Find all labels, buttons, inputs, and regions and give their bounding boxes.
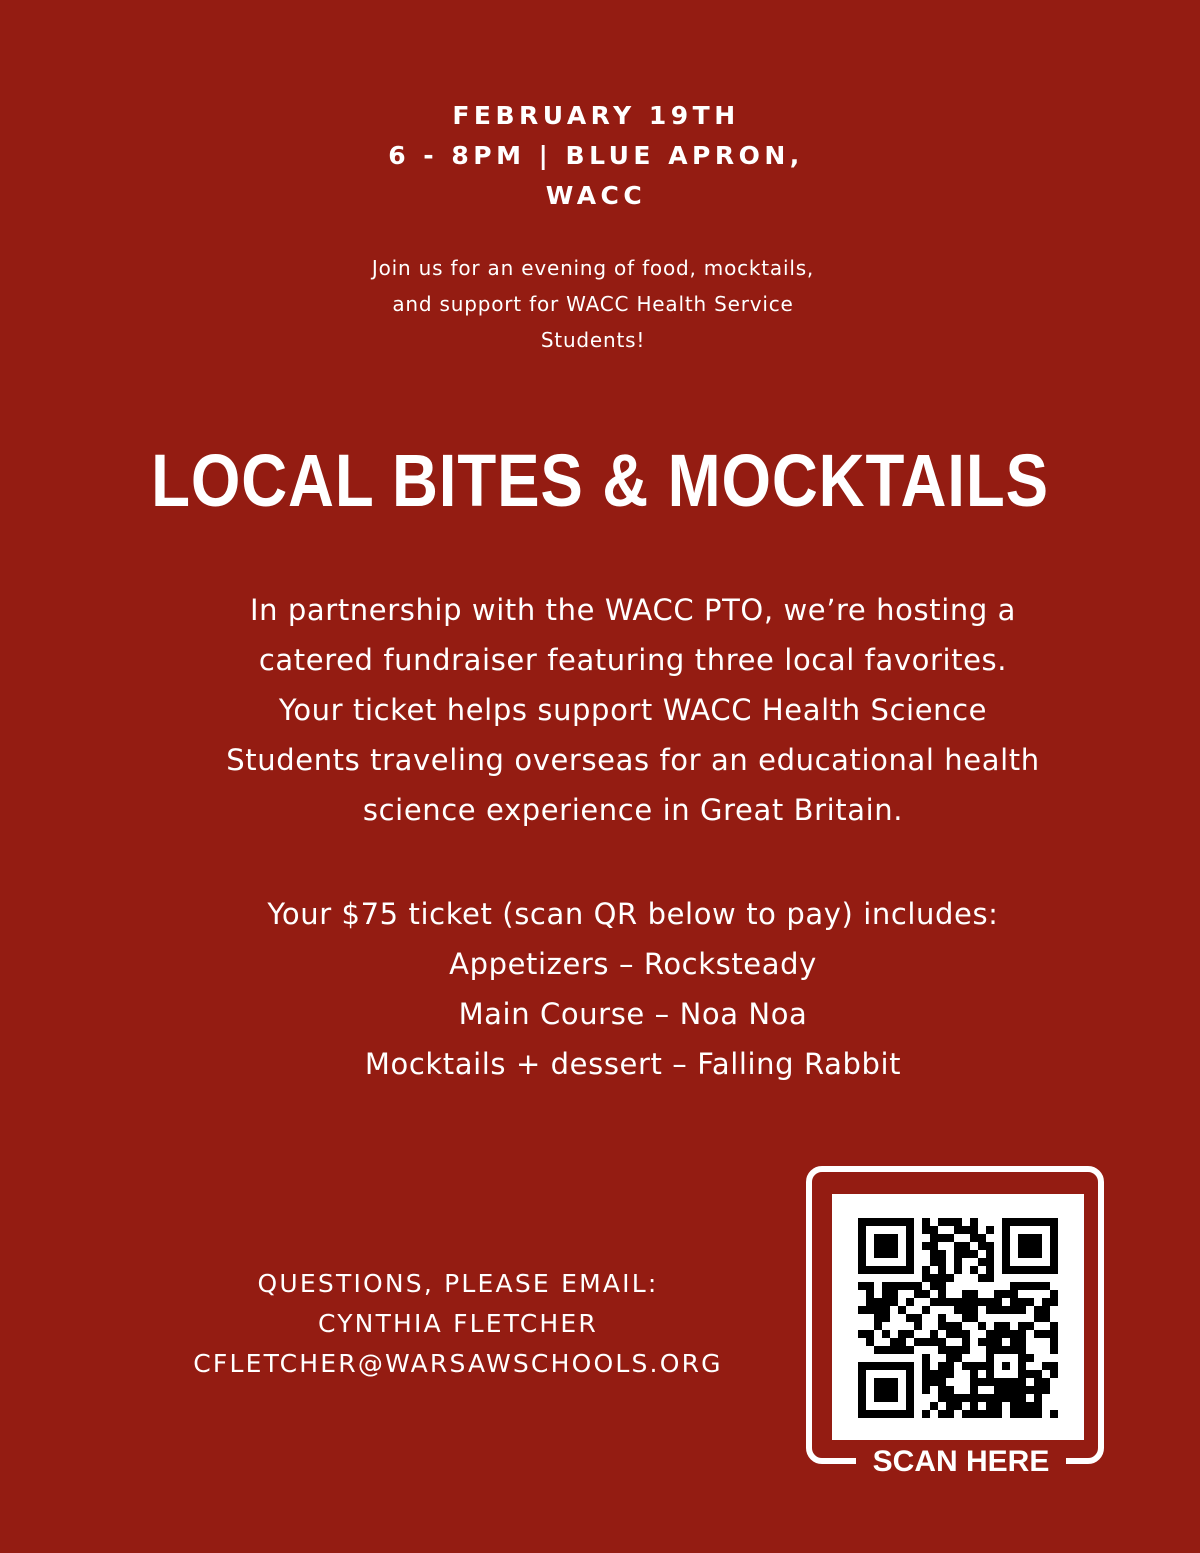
description-line: catered fundraiser featuring three local favorites. <box>258 643 1008 677</box>
description-line: Your ticket helps support WACC Health Science <box>278 693 988 727</box>
qr-code-panel[interactable] <box>832 1194 1084 1440</box>
event-details <box>0 96 1192 216</box>
ticket-item-main-course: Main Course – Noa Noa <box>458 997 808 1031</box>
ticket-info <box>0 889 1200 1089</box>
ticket-heading: Your $75 ticket (scan QR below to pay) includes: <box>267 897 999 931</box>
qr-code-icon[interactable] <box>858 1218 1058 1418</box>
contact-info <box>120 1264 796 1384</box>
event-venue: WACC <box>545 181 647 210</box>
scan-here-label: SCAN HERE <box>856 1440 1066 1484</box>
contact-prompt: QUESTIONS, PLEASE EMAIL: <box>257 1269 659 1298</box>
description-line: science experience in Great Britain. <box>362 793 904 827</box>
ticket-item-mocktails-dessert: Mocktails + dessert – Falling Rabbit <box>364 1047 902 1081</box>
event-time-location: 6 - 8PM | BLUE APRON, <box>388 141 804 170</box>
flyer-title: LOCAL BITES & MOCKTAILS <box>151 439 1049 522</box>
intro-line: Students! <box>540 328 646 352</box>
intro-line: and support for WACC Health Service <box>392 292 794 316</box>
event-date: FEBRUARY 19TH <box>452 101 740 130</box>
qr-code-frame[interactable] <box>806 1166 1104 1478</box>
description <box>0 585 1200 835</box>
intro-line: Join us for an evening of food, mocktails, <box>371 256 815 280</box>
contact-name: CYNTHIA FLETCHER <box>317 1309 598 1338</box>
intro-text <box>0 250 1186 358</box>
description-line: In partnership with the WACC PTO, we’re hosting a <box>249 593 1017 627</box>
description-line: Students traveling overseas for an educational health <box>226 743 1040 777</box>
contact-email[interactable]: CFLETCHER@WARSAWSCHOOLS.ORG <box>193 1349 723 1378</box>
ticket-item-appetizers: Appetizers – Rocksteady <box>449 947 817 981</box>
